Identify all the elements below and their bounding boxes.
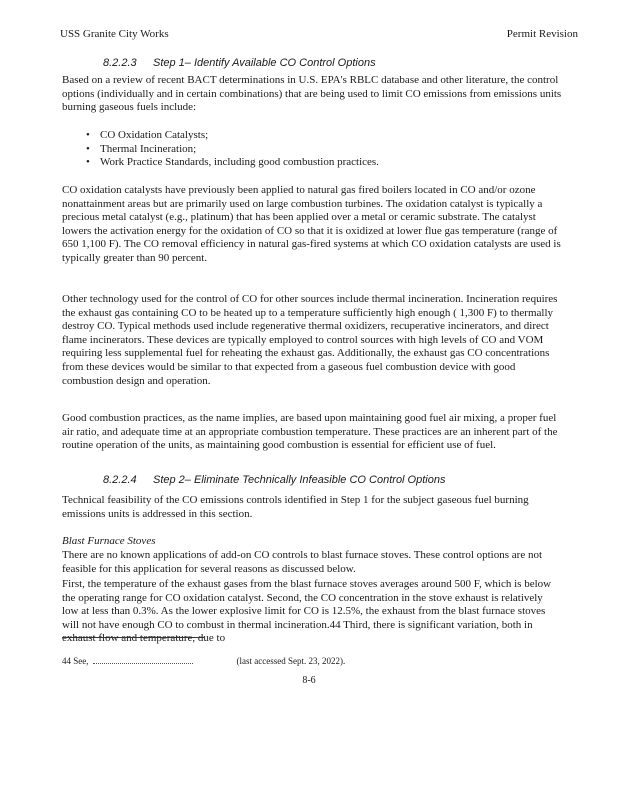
- paragraph-technical-feasibility: Technical feasibility of the CO emissions controls identified in Step 1 for the subject gaseous fuel burning emissions units is addressed in this section.: [62, 494, 529, 520]
- footnote-rule: [62, 637, 204, 638]
- section-heading-step2: [103, 474, 445, 488]
- list-item: • CO Oxidation Catalysts;: [86, 129, 556, 143]
- footnote-link[interactable]: [93, 655, 193, 664]
- paragraph-intro: Based on a review of recent BACT determinations in U.S. EPA's RBLC database and other literature, the control options (individually and in certain combinations) that are being used to limit CO emissions from emissions units burning gaseous fuels include:: [62, 74, 562, 114]
- paragraph-stove-exhaust: First, the temperature of the exhaust gases from the blast furnace stoves averages around 500 F, which is below the operating range for CO oxidation catalyst. Second, the CO concentration in the stove exhaust is relatively low at less than 0.3%. As the lower explosive limit for CO is 12.5%, the exhaust from the blast furnace stoves will not have enough CO to combust in thermal incineration.44 Third, there is significant variation, both in exhaust flow and temperature, due to: [62, 578, 552, 645]
- footnote-marker: 44 See,: [62, 656, 89, 666]
- header-right: Permit Revision: [506, 28, 578, 40]
- list-item: • Thermal Incineration;: [86, 143, 556, 157]
- paragraph-thermal-incineration: Other technology used for the control of CO for other sources include thermal incineration. Incineration requires the exhaust gas containing CO to be heated up to a temperature sufficiently high enough ( 1,300 F) to thermally destroy CO. Typical methods used include regenerative thermal oxidizers, recuperative incinerators, and direct flame incinerators. These devices are typically employed to control sources with high levels of CO and VOM requiring less supplemental fuel for reheating the exhaust gas. Additionally, the exhaust gas CO concentrations from these devices would be similar to that expected from a gaseous fuel combustion device with good combustion design and operation.: [62, 293, 558, 387]
- page-number: 8-6: [302, 675, 316, 686]
- section-heading-step1: [103, 57, 376, 71]
- header-left: USS Granite City Works: [60, 28, 169, 40]
- paragraph-oxidation-catalysts: CO oxidation catalysts have previously been applied to natural gas fired boilers located in CO and/or ozone nonattainment areas but are primarily used on large combustion turbines. The oxidation catalyst is typically a precious metal catalyst (e.g., platinum) that has been applied over a metal or ceramic substrate. The catalyst lowers the activation energy for the oxidation of CO so that it is oxidized at lower flue gas temperature (range of 650 1,100 F). The CO removal efficiency in natural gas-fired systems at which CO oxidation catalysts are used is typically greater than 90 percent.: [62, 184, 561, 264]
- footnote-note: (last accessed Sept. 23, 2022).: [236, 656, 346, 666]
- list-item: • Work Practice Standards, including good combustion practices.: [86, 156, 556, 170]
- subheading-blast-furnace-stoves: Blast Furnace Stoves: [62, 535, 156, 547]
- paragraph-no-known-applications: There are no known applications of add-on CO controls to blast furnace stoves. These control options are not feasible for this application for several reasons as discussed below.: [62, 549, 543, 575]
- section-title: Step 1– Identify Available CO Control Options: [153, 57, 376, 69]
- control-options-list: [86, 129, 556, 170]
- section-title: Step 2– Eliminate Technically Infeasible CO Control Options: [153, 474, 446, 486]
- section-number: 8.2.2.4: [103, 474, 137, 486]
- section-number: 8.2.2.3: [103, 57, 137, 69]
- footnote: [62, 655, 562, 669]
- paragraph-good-combustion: Good combustion practices, as the name implies, are based upon maintaining good fuel air mixing, a proper fuel air ratio, and adequate time at an appropriate combustion temperature. These practices are an inherent part of the routine operation of the units, as maintaining good combustion is essential for efficient use of fuel.: [62, 412, 558, 452]
